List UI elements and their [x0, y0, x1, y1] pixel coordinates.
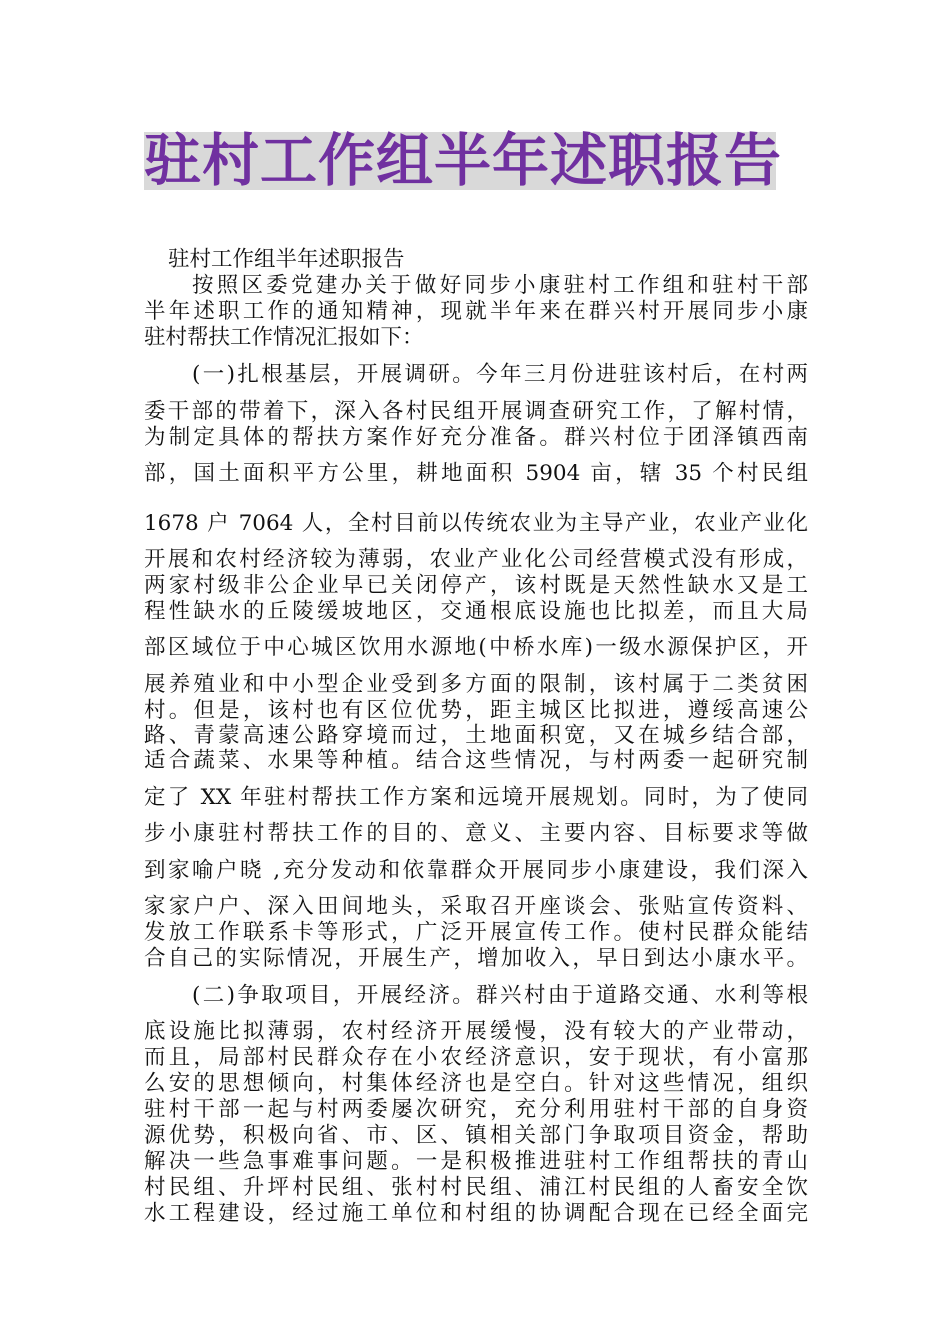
- body-line: 合自己的实际情况，开展生产，增加收入，早日到达小康水平。: [144, 946, 808, 971]
- body-line: 按照区委党建办关于做好同步小康驻村工作组和驻村干部: [192, 273, 808, 298]
- body-line: 开展和农村经济较为薄弱，农业产业化公司经营模式没有形成，: [144, 547, 808, 572]
- body-line: 程性缺水的丘陵缓坡地区，交通根底设施也比拟差，而且大局: [144, 599, 808, 624]
- body-line: 驻村干部一起与村两委屡次研究，充分利用驻村干部的自身资: [144, 1097, 808, 1122]
- body-line: 到家喻户晓 ,充分发动和依靠群众开展同步小康建设，我们深入: [144, 858, 808, 883]
- body-line: 村民组、升坪村民组、张村村民组、浦江村民组的人畜安全饮: [144, 1175, 808, 1200]
- body-line: (二)争取项目，开展经济。群兴村由于道路交通、水利等根: [192, 983, 808, 1008]
- body-line: 路、青蒙高速公路穿境而过，土地面积宽，又在城乡结合部，: [144, 723, 808, 748]
- body-line: 么安的思想倾向，村集体经济也是空白。针对这些情况，组织: [144, 1071, 808, 1096]
- body-line: 部区域位于中心城区饮用水源地(中桥水库)一级水源保护区，开: [144, 635, 808, 660]
- body-line: 部，国土面积平方公里，耕地面积 5904 亩，辖 35 个村民组: [144, 461, 808, 486]
- body-line: 底设施比拟薄弱，农村经济开展缓慢，没有较大的产业带动，: [144, 1019, 808, 1044]
- body-line: 委干部的带着下，深入各村民组开展调查研究工作，了解村情，: [144, 399, 808, 424]
- body-line: 驻村帮扶工作情况汇报如下：: [144, 325, 424, 350]
- body-line: 源优势，积极向省、市、区、镇相关部门争取项目资金，帮助: [144, 1123, 808, 1148]
- body-line: 两家村级非公企业早已关闭停产，该村既是天然性缺水又是工: [144, 573, 808, 598]
- body-line: 展养殖业和中小型企业受到多方面的限制，该村属于二类贫困: [144, 672, 808, 697]
- subtitle-line: 驻村工作组半年述职报告: [168, 247, 405, 272]
- body-line: 步小康驻村帮扶工作的目的、意义、主要内容、目标要求等做: [144, 821, 808, 846]
- body-line: 村。但是，该村也有区位优势，距主城区比拟进，遵绥高速公: [144, 698, 808, 723]
- body-line: 1678 户 7064 人，全村目前以传统农业为主导产业，农业产业化: [144, 511, 808, 536]
- body-line: 发放工作联系卡等形式，广泛开展宣传工作。使村民群众能结: [144, 920, 808, 945]
- document-title: 驻村工作组半年述职报告: [144, 128, 782, 194]
- body-line: 定了 XX 年驻村帮扶工作方案和远境开展规划。同时，为了使同: [144, 785, 808, 810]
- body-line: 半年述职工作的通知精神，现就半年来在群兴村开展同步小康: [144, 299, 808, 324]
- body-line: 解决一些急事难事问题。一是积极推进驻村工作组帮扶的青山: [144, 1149, 808, 1174]
- body-line: 家家户户、深入田间地头，采取召开座谈会、张贴宣传资料、: [144, 894, 808, 919]
- body-line: 而且，局部村民群众存在小农经济意识，安于现状，有小富那: [144, 1045, 808, 1070]
- body-line: 水工程建设，经过施工单位和村组的协调配合现在已经全面完: [144, 1201, 808, 1226]
- body-line: 为制定具体的帮扶方案作好充分准备。群兴村位于团泽镇西南: [144, 425, 808, 450]
- body-line: (一)扎根基层，开展调研。今年三月份进驻该村后，在村两: [192, 362, 808, 387]
- body-line: 适合蔬菜、水果等种植。结合这些情况，与村两委一起研究制: [144, 748, 808, 773]
